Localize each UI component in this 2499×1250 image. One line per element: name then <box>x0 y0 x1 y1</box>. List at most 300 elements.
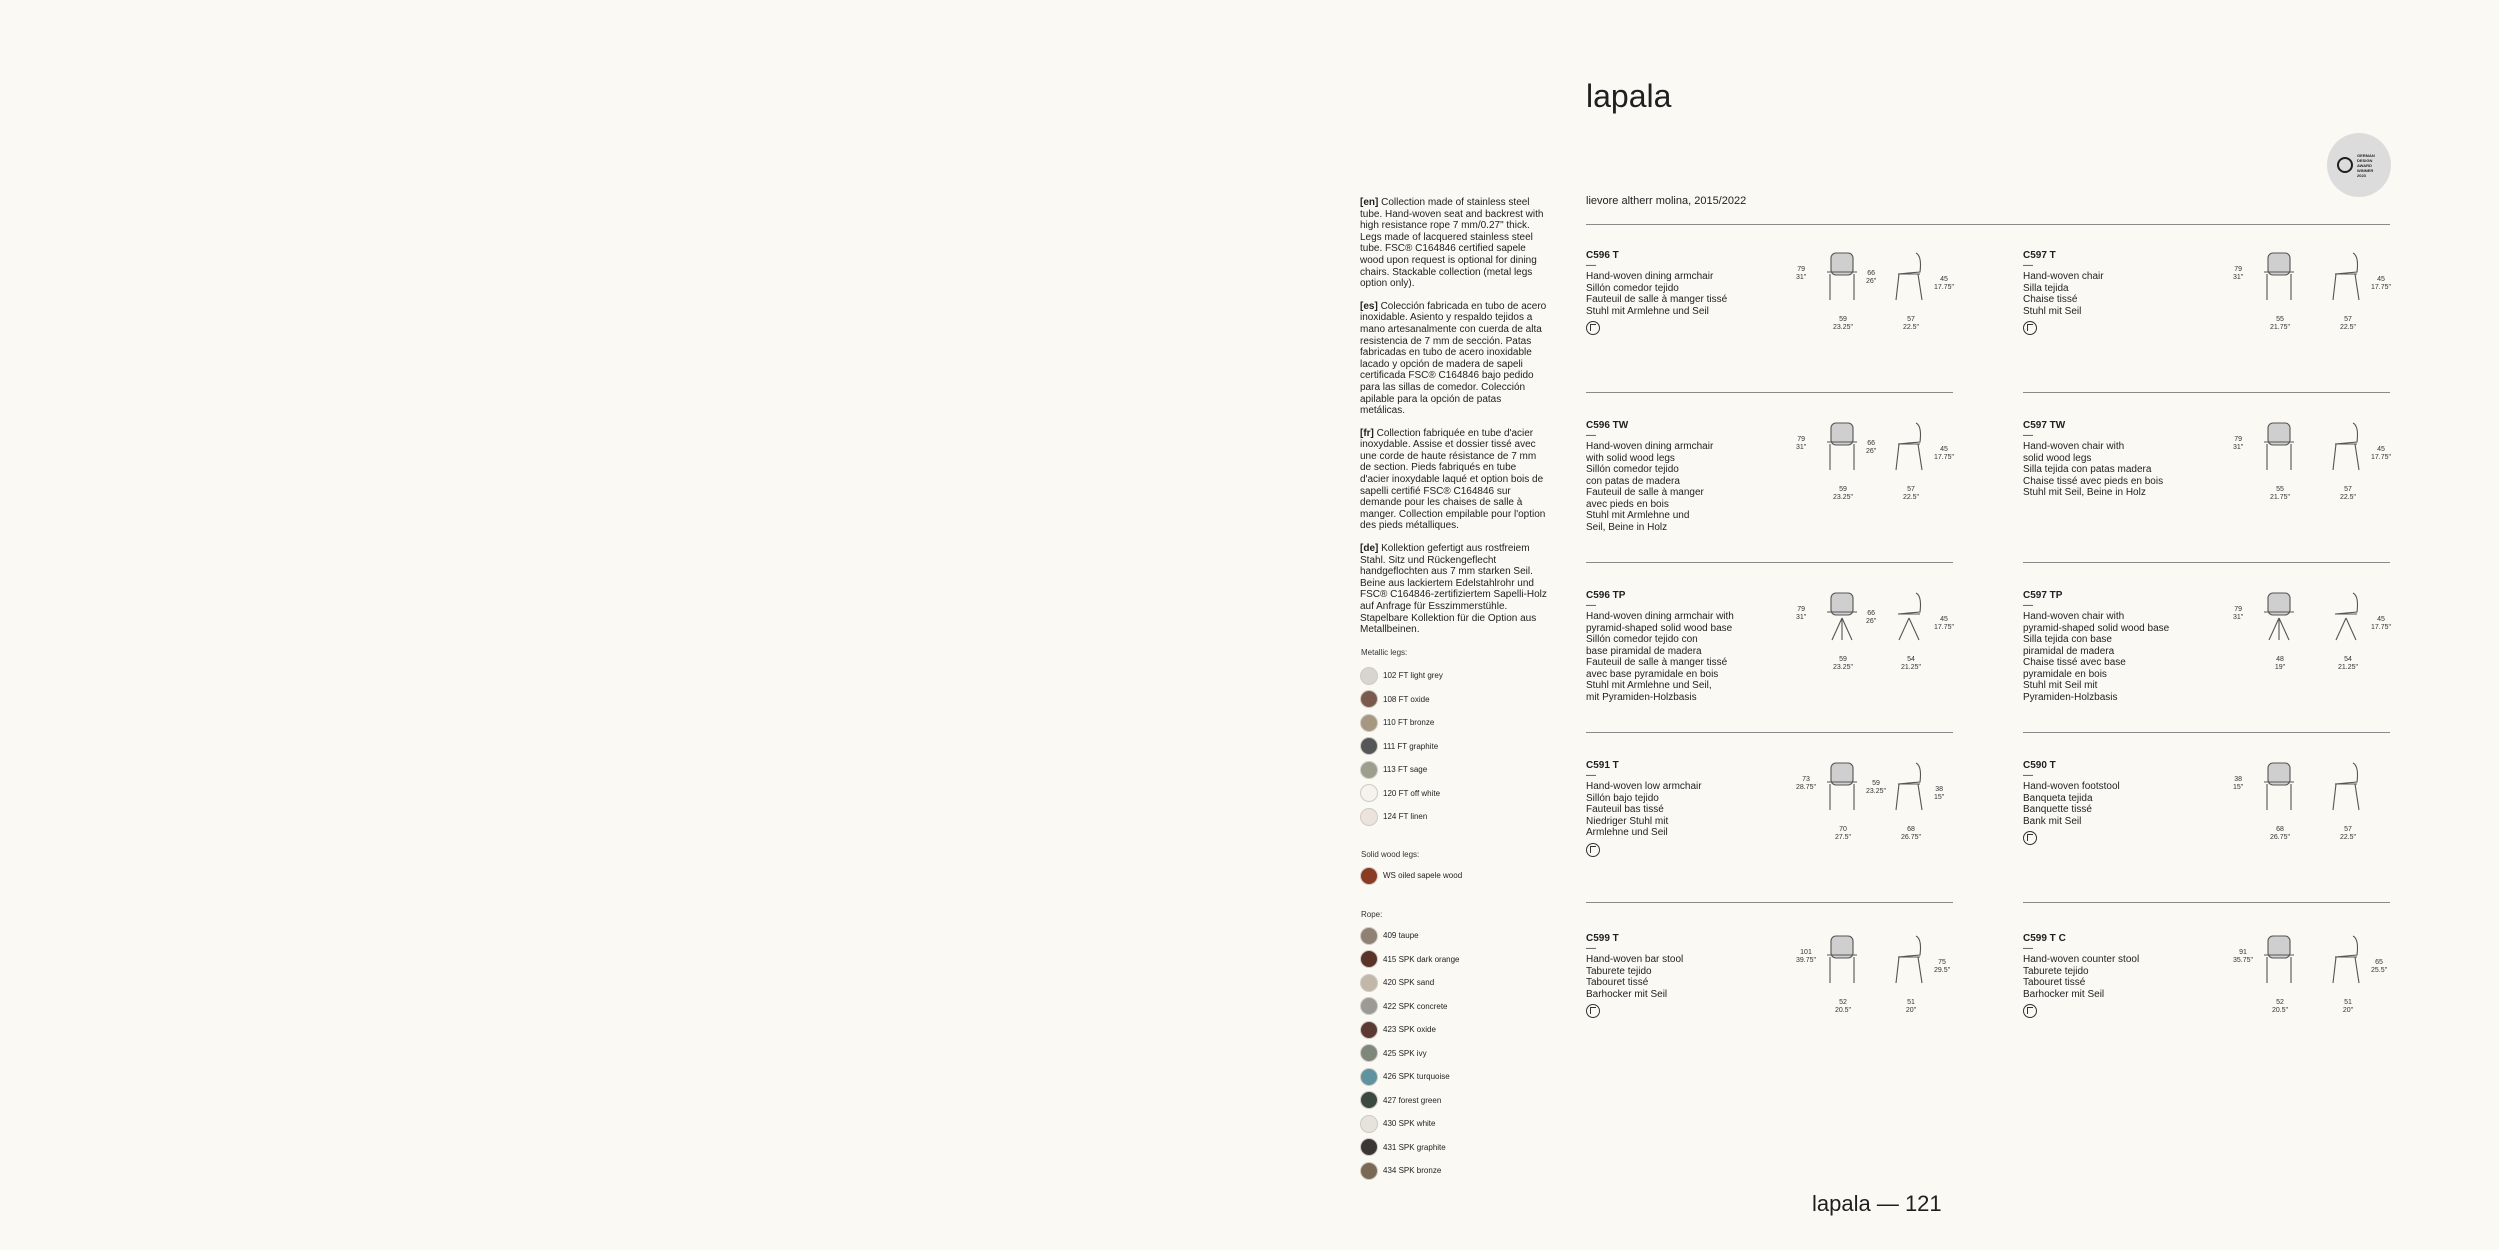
description-line: Bank mit Seil <box>2023 815 2082 827</box>
color-swatch <box>1360 667 1378 685</box>
description-line: con patas de madera <box>1586 475 1680 487</box>
color-swatch <box>1360 1068 1378 1086</box>
product-divider <box>2023 392 2390 393</box>
finish-swatch-item <box>1360 688 1443 712</box>
dim-cm: 70 <box>1839 826 1847 833</box>
seat-height-dimension <box>1934 616 1954 632</box>
dim-cm: 66 <box>1867 610 1876 617</box>
finish-swatch-item <box>1360 971 1460 995</box>
code-dash: — <box>2023 770 2033 781</box>
width-dimension <box>1830 656 1856 672</box>
code-dash: — <box>1586 260 1596 271</box>
dim-cm: 79 <box>1797 266 1806 273</box>
width-dimension <box>2267 656 2293 672</box>
seat-height-dimension <box>1934 786 1944 802</box>
finish-swatch-item <box>1360 864 1462 888</box>
finish-swatch-item <box>1360 711 1443 735</box>
dim-in: 20.5" <box>1834 1007 1852 1014</box>
dim-in: 19" <box>2274 664 2286 671</box>
description-line: Barhocker mit Seil <box>1586 988 1668 1000</box>
design-award-badge <box>2327 133 2391 197</box>
height-dimension <box>2233 949 2253 965</box>
dim-in: 17.75" <box>2371 454 2392 461</box>
product-divider <box>1586 902 1953 903</box>
width-dimension <box>1830 999 1856 1015</box>
dim-cm: 101 <box>1800 949 1812 956</box>
product-code: C596 T <box>1586 250 1619 261</box>
description-line: Silla tejida con patas madera <box>2023 464 2152 475</box>
side-view-drawing <box>1890 420 1930 477</box>
finish-swatch-item <box>1360 924 1460 948</box>
dim-in: 23.25" <box>1866 788 1887 795</box>
metallic-finish-list <box>1360 664 1443 829</box>
dim-cm: 79 <box>1797 436 1806 443</box>
dim-in: 17.75" <box>1934 624 1955 631</box>
color-swatch <box>1360 761 1378 779</box>
description-line: Armlehne und Seil <box>1586 827 1668 838</box>
dim-cm: 51 <box>2344 999 2352 1006</box>
swatch-label: 423 SPK oxide <box>1383 1025 1436 1035</box>
dim-in: 21.75" <box>2269 324 2290 331</box>
dim-in: 26.75" <box>2269 834 2290 841</box>
dim-in: 22.5" <box>1902 494 1920 501</box>
description-line: pyramidale en bois <box>2023 668 2107 680</box>
description-line: Sillón bajo tejido <box>1586 792 1659 804</box>
color-swatch <box>1360 950 1378 968</box>
dim-in: 31" <box>1796 614 1807 621</box>
swatch-label: 102 FT light grey <box>1383 671 1443 681</box>
dim-in: 22.5" <box>2339 494 2357 501</box>
dim-cm: 68 <box>2276 826 2284 833</box>
swatch-label: 426 SPK turquoise <box>1383 1072 1450 1082</box>
dim-cm: 57 <box>1907 486 1915 493</box>
swatch-label: 422 SPK concrete <box>1383 1001 1448 1011</box>
dim-cm: 57 <box>2344 826 2352 833</box>
swatch-label: 420 SPK sand <box>1383 978 1435 988</box>
product-code: C591 T <box>1586 760 1619 771</box>
finish-swatch-item <box>1360 1112 1460 1136</box>
product-code: C599 T <box>1586 933 1619 944</box>
stackable-icon <box>1586 321 1600 335</box>
description-line: Niedriger Stuhl mit <box>1586 815 1669 827</box>
description-line: Chaise tissé avec pieds en bois <box>2023 475 2164 487</box>
width-dimension <box>2267 316 2293 332</box>
dim-in: 17.75" <box>1934 454 1955 461</box>
description-line: Pyramiden-Holzbasis <box>2023 691 2118 703</box>
product-code: C597 TP <box>2023 590 2063 601</box>
depth-dimension <box>1898 826 1924 842</box>
dim-cm: 48 <box>2276 656 2284 663</box>
arm-height-dimension <box>1866 270 1876 286</box>
height-dimension <box>1796 606 1806 622</box>
description-line: Banqueta tejida <box>2023 792 2093 804</box>
side-view-drawing <box>2327 760 2367 817</box>
color-swatch <box>1360 784 1378 802</box>
dim-cm: 54 <box>1907 656 1915 663</box>
swatch-label: WS oiled sapele wood <box>1383 871 1463 881</box>
dim-cm: 73 <box>1802 776 1810 783</box>
code-dash: — <box>2023 260 2033 271</box>
dim-in: 23.25" <box>1832 664 1853 671</box>
swatch-label: 108 FT oxide <box>1383 694 1430 704</box>
front-view-drawing <box>1822 420 1862 477</box>
finish-swatch-item <box>1360 1018 1460 1042</box>
award-badge-text: GERMAN DESIGN AWARD WINNER 2023 <box>2357 153 2375 178</box>
dim-in: 26.75" <box>1900 834 1921 841</box>
finish-swatch-item <box>1360 664 1443 688</box>
description-line: pyramid-shaped solid wood base <box>1586 622 1733 634</box>
dim-cm: 79 <box>2234 606 2243 613</box>
swatch-label: 425 SPK ivy <box>1383 1048 1427 1058</box>
description-line: mit Pyramiden-Holzbasis <box>1586 691 1697 703</box>
dim-in: 31" <box>2233 444 2244 451</box>
dim-in: 22.5" <box>2339 834 2357 841</box>
color-swatch <box>1360 1021 1378 1039</box>
dim-in: 20" <box>2342 1007 2354 1014</box>
dim-cm: 52 <box>1839 999 1847 1006</box>
description-line: Seil, Beine in Holz <box>1586 521 1668 533</box>
description-line: Fauteuil bas tissé <box>1586 804 1664 815</box>
color-swatch <box>1360 1044 1378 1062</box>
arm-height-dimension <box>1866 610 1876 626</box>
finish-swatch-item <box>1360 1065 1460 1089</box>
side-view-drawing <box>2327 420 2367 477</box>
front-view-drawing <box>1822 590 1862 647</box>
color-swatch <box>1360 714 1378 732</box>
dim-in: 23.25" <box>1832 494 1853 501</box>
dim-cm: 38 <box>2234 776 2243 783</box>
height-dimension <box>2233 776 2243 792</box>
front-view-drawing <box>2259 590 2299 647</box>
dim-in: 31" <box>2233 614 2244 621</box>
front-view-drawing <box>1822 760 1862 817</box>
dim-cm: 45 <box>1940 616 1948 623</box>
product-code: C597 T <box>2023 250 2056 261</box>
description-line: Taburete tejido <box>2023 965 2089 977</box>
side-view-drawing <box>1890 250 1930 307</box>
description-line: Fauteuil de salle à manger tissé <box>1586 294 1728 305</box>
depth-dimension <box>2335 826 2361 842</box>
description-line: Hand-woven low armchair <box>1586 781 1702 792</box>
description-line: Stuhl mit Armlehne und Seil, <box>1586 680 1712 691</box>
stackable-icon <box>1586 1004 1600 1018</box>
stackable-icon <box>2023 321 2037 335</box>
dim-cm: 75 <box>1938 959 1946 966</box>
dim-in: 27.5" <box>1834 834 1852 841</box>
description-line: Tabouret tissé <box>2023 977 2086 988</box>
dim-cm: 45 <box>2377 446 2385 453</box>
description-line: Stuhl mit Armlehne und <box>1586 510 1690 521</box>
dim-cm: 45 <box>2377 616 2385 623</box>
dim-in: 26" <box>1866 448 1877 455</box>
color-swatch <box>1360 927 1378 945</box>
award-icon <box>2337 157 2353 173</box>
color-swatch <box>1360 737 1378 755</box>
arm-height-dimension <box>1866 440 1876 456</box>
depth-dimension <box>2335 486 2361 502</box>
seat-height-dimension <box>1934 276 1954 292</box>
product-divider <box>2023 562 2390 563</box>
dim-in: 26" <box>1866 618 1877 625</box>
color-swatch <box>1360 997 1378 1015</box>
dim-cm: 91 <box>2239 949 2247 956</box>
finish-swatch-item <box>1360 1159 1460 1183</box>
code-dash: — <box>1586 943 1596 954</box>
dim-in: 22.5" <box>2339 324 2357 331</box>
finish-swatch-item <box>1360 805 1443 829</box>
dim-cm: 55 <box>2276 316 2284 323</box>
product-code: C597 TW <box>2023 420 2066 431</box>
description-line: Hand-woven counter stool <box>2023 954 2140 965</box>
dim-cm: 51 <box>1907 999 1915 1006</box>
finish-swatch-item <box>1360 948 1460 972</box>
swatch-label: 409 taupe <box>1383 931 1419 941</box>
description-line: Stuhl mit Seil, Beine in Holz <box>2023 487 2146 498</box>
dim-cm: 52 <box>2276 999 2284 1006</box>
dim-cm: 59 <box>1839 656 1847 663</box>
height-dimension <box>1796 436 1806 452</box>
height-dimension <box>1796 266 1806 282</box>
description-line: Hand-woven dining armchair <box>1586 441 1714 452</box>
metallic-legs-label: Metallic legs: <box>1361 648 1408 657</box>
width-dimension <box>1830 486 1856 502</box>
dim-in: 31" <box>2233 274 2244 281</box>
color-swatch <box>1360 974 1378 992</box>
description-line: Sillón comedor tejido con <box>1586 634 1698 645</box>
color-swatch <box>1360 867 1378 885</box>
dim-cm: 55 <box>2276 486 2284 493</box>
finish-swatch-item <box>1360 1089 1460 1113</box>
swatch-label: 111 FT graphite <box>1383 741 1439 751</box>
description-line: Hand-woven bar stool <box>1586 954 1684 965</box>
description-line: avec base pyramidale en bois <box>1586 668 1719 680</box>
depth-dimension <box>2335 999 2361 1015</box>
front-view-drawing <box>1822 250 1862 307</box>
finish-swatch-item <box>1360 758 1443 782</box>
finish-swatch-item <box>1360 735 1443 759</box>
wood-finish-list <box>1360 864 1462 888</box>
description-line: Taburete tejido <box>1586 965 1652 977</box>
finish-swatch-item <box>1360 1136 1460 1160</box>
description-line: Stuhl mit Seil <box>2023 305 2082 317</box>
width-dimension <box>2267 826 2293 842</box>
description-line: Sillón comedor tejido <box>1586 464 1679 475</box>
description-line: Hand-woven footstool <box>2023 781 2120 792</box>
product-code: C596 TW <box>1586 420 1629 431</box>
dim-cm: 79 <box>1797 606 1806 613</box>
product-divider <box>1586 392 1953 393</box>
dim-in: 23.25" <box>1832 324 1853 331</box>
stackable-icon <box>2023 831 2037 845</box>
description-line: Silla tejida <box>2023 282 2069 294</box>
description-line: Hand-woven dining armchair with <box>1586 611 1734 622</box>
dim-cm: 57 <box>1907 316 1915 323</box>
height-dimension <box>2233 436 2243 452</box>
dim-cm: 54 <box>2344 656 2352 663</box>
depth-dimension <box>1898 999 1924 1015</box>
depth-dimension <box>2335 316 2361 332</box>
dim-in: 31" <box>1796 444 1807 451</box>
description-fr: [fr] Collection fabriquée en tube d'acier inoxydable. Assise et dossier tissé avec une corde de haute résistance de 7 mm de section. Pieds fabriqués en tube d'acier inoxydable laqué et option bois de sapelli certifié FSC® C164846 sur demande pour les chaises de salle à manger. Collection empilable pour l'option des pieds métalliques. <box>1360 427 1546 532</box>
color-swatch <box>1360 1162 1378 1180</box>
dim-cm: 66 <box>1867 440 1876 447</box>
dim-cm: 66 <box>1867 270 1876 277</box>
description-line: Silla tejida con base <box>2023 634 2112 645</box>
dim-cm: 79 <box>2234 436 2243 443</box>
description-line: piramidal de madera <box>2023 645 2115 657</box>
description-line: Tabouret tissé <box>1586 977 1649 988</box>
swatch-label: 431 SPK graphite <box>1383 1142 1446 1152</box>
dim-in: 31" <box>1796 274 1807 281</box>
description-es: [es] Colección fabricada en tubo de acero inoxidable. Asiento y respaldo tejidos a mano artesanalmente con cuerda de alta resistencia de 7 mm de sección. Patas fabricadas en tubo de acero inoxidable lacado y opción de madera de sapeli certificada FSC® C164846 bajo pedido para las sillas de comedor. Colección apilable para la opción de patas metálicas. <box>1360 300 1547 417</box>
product-code: C590 T <box>2023 760 2056 771</box>
description-en: [en] Collection made of stainless steel tube. Hand-woven seat and backrest with high resistance rope 7 mm/0.27" thick. Legs made of lacquered stainless steel tube. FSC® C164846 certified sapele wood upon request is optional for dining chairs. Stackable collection (metal legs option only). <box>1360 197 1544 290</box>
depth-dimension <box>1898 316 1924 332</box>
finish-swatch-item <box>1360 782 1443 806</box>
side-view-drawing <box>1890 760 1930 817</box>
dim-cm: 45 <box>2377 276 2385 283</box>
depth-dimension <box>1898 486 1924 502</box>
code-dash: — <box>1586 770 1596 781</box>
dim-in: 21.25" <box>2337 664 2358 671</box>
seat-height-dimension <box>2371 959 2387 975</box>
depth-dimension <box>2335 656 2361 672</box>
dim-in: 39.75" <box>1796 957 1817 964</box>
code-dash: — <box>2023 600 2033 611</box>
description-line: Hand-woven chair with <box>2023 611 2125 622</box>
description-line: Hand-woven dining armchair <box>1586 271 1714 282</box>
code-dash: — <box>1586 600 1596 611</box>
dim-cm: 38 <box>1935 786 1944 793</box>
dim-in: 28.75" <box>1796 784 1817 791</box>
color-swatch <box>1360 1091 1378 1109</box>
seat-height-dimension <box>2371 446 2391 462</box>
color-swatch <box>1360 808 1378 826</box>
finish-swatch-item <box>1360 1042 1460 1066</box>
dim-cm: 68 <box>1907 826 1915 833</box>
description-line: base piramidal de madera <box>1586 645 1702 657</box>
height-dimension <box>2233 266 2243 282</box>
product-divider <box>1586 562 1953 563</box>
description-line: Stuhl mit Armlehne und Seil <box>1586 305 1709 317</box>
product-code: C596 TP <box>1586 590 1626 601</box>
dim-cm: 59 <box>1839 486 1847 493</box>
stackable-icon <box>2023 1004 2037 1018</box>
side-view-drawing <box>2327 250 2367 307</box>
description-line: Hand-woven chair with <box>2023 441 2125 452</box>
swatch-label: 434 SPK bronze <box>1383 1166 1442 1176</box>
dim-cm: 79 <box>2234 266 2243 273</box>
dim-in: 35.75" <box>2233 957 2254 964</box>
description-line: avec pieds en bois <box>1586 498 1669 510</box>
product-divider <box>2023 902 2390 903</box>
header-divider <box>1586 224 2390 225</box>
front-view-drawing <box>2259 760 2299 817</box>
dim-in: 20" <box>1905 1007 1917 1014</box>
page-title: lapala <box>1586 78 1672 114</box>
dim-cm: 57 <box>2344 316 2352 323</box>
dim-cm: 45 <box>1940 276 1948 283</box>
seat-height-dimension <box>1934 446 1954 462</box>
description-line: with solid wood legs <box>1586 452 1675 464</box>
dim-cm: 45 <box>1940 446 1948 453</box>
side-view-drawing <box>2327 933 2367 990</box>
dim-in: 17.75" <box>2371 624 2392 631</box>
dim-in: 17.75" <box>2371 284 2392 291</box>
stackable-icon <box>1586 843 1600 857</box>
wood-legs-label: Solid wood legs: <box>1361 850 1420 859</box>
width-dimension <box>2267 999 2293 1015</box>
description-line: Fauteuil de salle à manger tissé <box>1586 657 1728 668</box>
swatch-label: 110 FT bronze <box>1383 718 1435 728</box>
width-dimension <box>2267 486 2293 502</box>
front-view-drawing <box>2259 933 2299 990</box>
swatch-label: 430 SPK white <box>1383 1119 1436 1129</box>
designer-credit: lievore altherr molina, 2015/2022 <box>1586 195 1747 207</box>
product-divider <box>1586 732 1953 733</box>
description-line: solid wood legs <box>2023 452 2092 464</box>
product-divider <box>2023 732 2390 733</box>
side-view-drawing <box>2327 590 2367 647</box>
dim-in: 25.5" <box>2371 967 2388 974</box>
description-line: Barhocker mit Seil <box>2023 988 2105 1000</box>
color-swatch <box>1360 1115 1378 1133</box>
swatch-label: 427 forest green <box>1383 1095 1442 1105</box>
dim-in: 15" <box>1934 794 1945 801</box>
height-dimension <box>1796 776 1816 792</box>
description-block <box>1360 197 1548 647</box>
width-dimension <box>1830 826 1856 842</box>
front-view-drawing <box>2259 420 2299 477</box>
dim-in: 22.5" <box>1902 324 1920 331</box>
dim-in: 21.75" <box>2269 494 2290 501</box>
dim-cm: 65 <box>2375 959 2383 966</box>
seat-height-dimension <box>1934 959 1950 975</box>
description-de: [de] Kollektion gefertigt aus rostfreiem Stahl. Sitz und Rückengeflecht handgeflochten aus 7 mm starken Seil. Beine aus lackiertem Edelstahlrohr und FSC® C164846-zertifiziertem Sapelli-Holz auf Anfrage für Esszimmerstühle. Stapelbare Kollektion für die Option aus Metallbeinen. <box>1360 543 1547 636</box>
description-line: Chaise tissé avec base <box>2023 657 2126 668</box>
dim-in: 15" <box>2233 784 2244 791</box>
dim-cm: 59 <box>1872 780 1880 787</box>
dim-in: 29.5" <box>1934 967 1951 974</box>
dim-in: 17.75" <box>1934 284 1955 291</box>
seat-height-dimension <box>2371 616 2391 632</box>
color-swatch <box>1360 690 1378 708</box>
dim-in: 20.5" <box>2271 1007 2289 1014</box>
front-view-drawing <box>2259 250 2299 307</box>
description-line: Stuhl mit Seil mit <box>2023 680 2098 691</box>
dim-in: 26" <box>1866 278 1877 285</box>
height-dimension <box>2233 606 2243 622</box>
side-view-drawing <box>1890 933 1930 990</box>
dim-cm: 57 <box>2344 486 2352 493</box>
arm-height-dimension <box>1866 780 1886 796</box>
description-line: Chaise tissé <box>2023 294 2078 305</box>
finish-swatch-item <box>1360 995 1460 1019</box>
product-code: C599 T C <box>2023 933 2066 944</box>
dim-cm: 59 <box>1839 316 1847 323</box>
swatch-label: 415 SPK dark orange <box>1383 954 1460 964</box>
page-footer: lapala — 121 <box>1812 1191 1942 1216</box>
front-view-drawing <box>1822 933 1862 990</box>
dim-in: 21.25" <box>1900 664 1921 671</box>
description-line: pyramid-shaped solid wood base <box>2023 622 2170 634</box>
seat-height-dimension <box>2371 276 2391 292</box>
depth-dimension <box>1898 656 1924 672</box>
swatch-label: 124 FT linen <box>1383 812 1428 822</box>
rope-label: Rope: <box>1361 910 1383 919</box>
code-dash: — <box>1586 430 1596 441</box>
description-line: Sillón comedor tejido <box>1586 282 1679 294</box>
